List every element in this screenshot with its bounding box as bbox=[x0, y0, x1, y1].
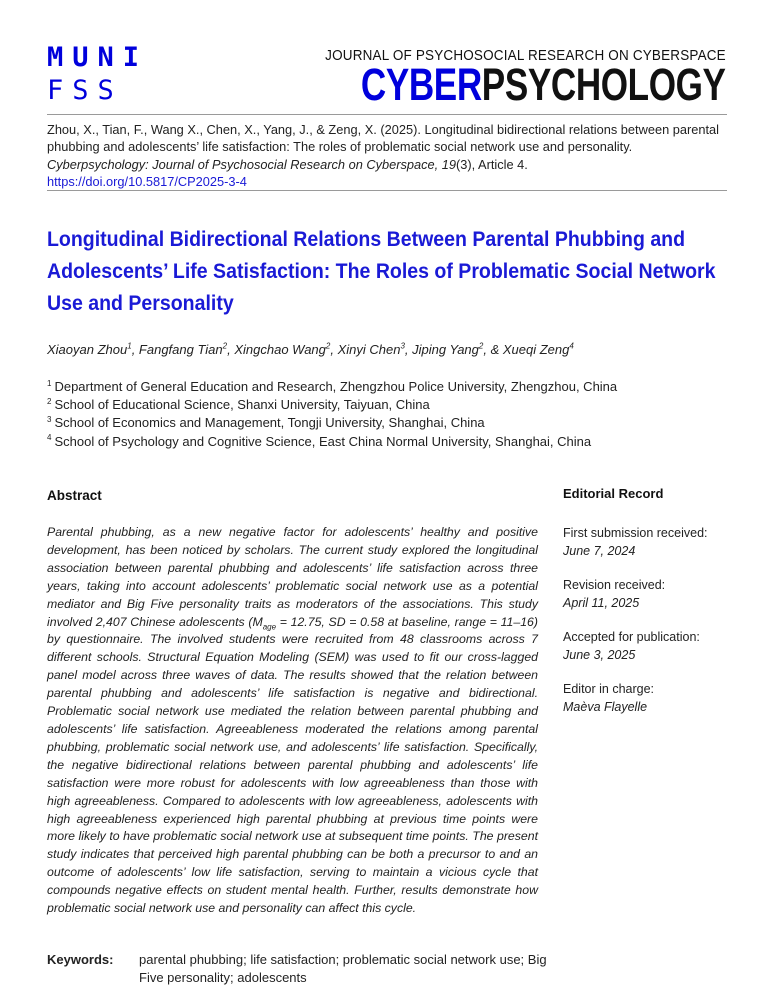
abstract-heading: Abstract bbox=[47, 488, 102, 503]
author: Xinyi Chen$^3$, bbox=[337, 341, 413, 357]
editorial-first-submission: First submission received: June 7, 2024 bbox=[563, 526, 708, 558]
logo-muni-text: MUNI bbox=[47, 42, 149, 73]
journal-title bbox=[361, 59, 726, 110]
author: Jiping Yang$^2$, & bbox=[412, 341, 503, 357]
author: Xueqi Zeng$^4$ bbox=[502, 341, 574, 357]
article-title: Longitudinal Bidirectional Relations Between Parental Phubbing and Adolescents’ Life Satisfaction: The Roles of Problematic Social Network Use and Personality bbox=[47, 228, 716, 315]
editorial-editor: Editor in charge: Maèva Flayelle bbox=[563, 682, 655, 714]
keywords-value: parental phubbing; life satisfaction; problematic social network use; Big Five personality; adolescents bbox=[139, 952, 547, 985]
author: Xingchao Wang$^2$, bbox=[234, 341, 338, 357]
citation-journal: Cyberpsychology: Journal of Psychosocial Research on Cyberspace, 19 bbox=[47, 156, 457, 172]
affiliation-list bbox=[47, 378, 617, 451]
header-divider bbox=[47, 114, 727, 115]
muni-fss-logo bbox=[47, 44, 148, 104]
editorial-accepted: Accepted for publication: June 3, 2025 bbox=[563, 630, 700, 662]
author: Fangfang Tian$^2$, bbox=[138, 341, 235, 357]
citation-text: Zhou, X., Tian, F., Wang X., Chen, X., Yang, J., & Zeng, X. (2025). Longitudinal bidirectional relations between parental phubbing and adolescents’ life satisfaction: The roles of problematic social network use and personality. bbox=[47, 122, 719, 155]
affiliation-item: $^1$ Department of General Education and Research, Zhengzhou Police University, Zhengzhou, China bbox=[47, 378, 618, 394]
journal-title-cyber: CYBER bbox=[361, 59, 483, 110]
author-list bbox=[47, 342, 574, 357]
abstract-text: Parental phubbing, as a new negative factor for adolescents’ healthy and positive development, has been noticed by scholars. The current study explored the longitudinal association between parental phubbing and adolescents’ life satisfaction across three years, taking into account adolescents’ problematic social network use as a potential mediator and Big Five personality traits as moderators of the associations. This study involved 2,407 Chinese adolescents ($M_{age} = 12.75$, SD = 0.58 at baseline, range = 11–16) by questionnaire. The involved students were recruited from 48 classrooms across 7 different schools. Structural Equation Modeling (SEM) was used to fit our cross-lagged panel model across three waves of data. The results showed that the relation between parental phubbing and adolescents’ life satisfaction is negative and bidirectional. Problematic social network use mediated the relation between parental phubbing and adolescents’ life satisfaction. Agreeableness moderated the relations among parental phubbing, problematic social network use, and adolescents’ life satisfaction. Specifically, the negative bidirectional relations between parental phubbing and adolescents’ life satisfaction were more robust for adolescents with low agreeableness than those with high agreeableness. Compared to adolescents with low agreeableness, adolescents with high agreeableness experienced high parental phubbing at previous time points were more likely to have problematic social network use at subsequent time points. The present study indicates that perceived high parental phubbing can be both a precursor to and an outcome of adolescents’ low life satisfaction, serving to maintain a vicious cycle that compounds negative effects on student mental health. Further, results demonstrate how problematic social network use and personality can affect this cycle. bbox=[47, 525, 538, 916]
journal-title-psychology: PSYCHOLOGY bbox=[482, 59, 726, 110]
editorial-record bbox=[563, 486, 743, 733]
affiliation-item: $^2$ School of Educational Science, Shanxi University, Taiyuan, China bbox=[47, 396, 430, 413]
citation-block bbox=[47, 121, 737, 190]
editorial-revision: Revision received: April 11, 2025 bbox=[563, 578, 666, 610]
citation-issue: (3), Article 4. bbox=[456, 156, 528, 172]
doi-link[interactable]: https://doi.org/10.5817/CP2025-3-4 bbox=[47, 173, 247, 189]
logo-fss-text: FSS bbox=[47, 75, 123, 106]
affiliation-item: $^4$ School of Psychology and Cognitive Science, East China Normal University, Shanghai, China bbox=[47, 433, 592, 449]
affiliation-item: $^3$ School of Economics and Management, Tongji University, Shanghai, China bbox=[47, 415, 485, 431]
keywords-label: Keywords: bbox=[47, 952, 114, 967]
journal-subtitle: JOURNAL OF PSYCHOSOCIAL RESEARCH ON CYBERSPACE bbox=[325, 48, 726, 64]
citation-divider bbox=[47, 190, 727, 191]
editorial-heading: Editorial Record bbox=[563, 486, 664, 501]
author: Xiaoyan Zhou$^1$, bbox=[47, 341, 139, 357]
